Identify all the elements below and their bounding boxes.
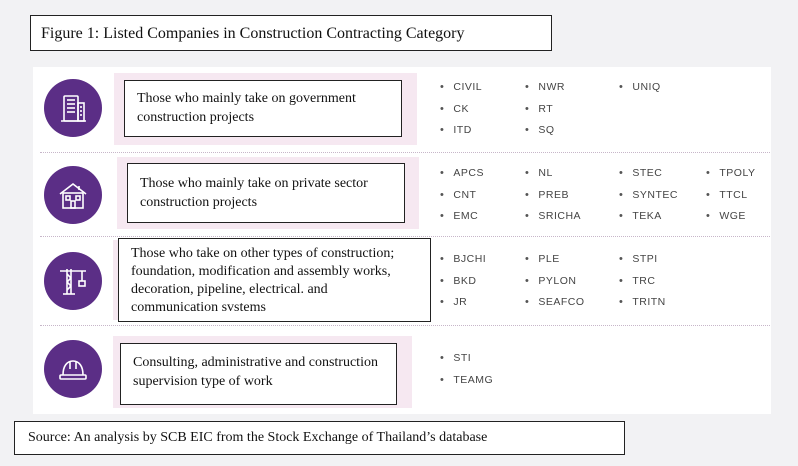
company-item: • BJCHI [440,253,486,265]
company-item: • TPOLY [706,167,756,179]
row-divider [40,152,770,153]
company-item: • BKD [440,275,476,287]
company-item: • PYLON [525,275,576,287]
row-divider [40,325,770,326]
company-item: • TTCL [706,189,748,201]
category-label: Those who mainly take on private sector construction projects [127,163,405,223]
company-item: • TRC [619,275,655,287]
category-label: Those who mainly take on government construction projects [124,80,402,137]
company-item: • PREB [525,189,569,201]
house-icon [44,166,102,224]
company-item: • RT [525,103,553,115]
company-item: • CNT [440,189,476,201]
office-building-icon [44,79,102,137]
company-item: • SEAFCO [525,296,585,308]
company-item: • UNIQ [619,81,661,93]
figure-title: Figure 1: Listed Companies in Construction Contracting Category [30,15,552,51]
company-item: • SQ [525,124,555,136]
crane-icon [44,252,102,310]
company-item: • SRICHA [525,210,581,222]
company-item: • NL [525,167,553,179]
company-item: • TRITN [619,296,666,308]
company-item: • TEAMG [440,374,493,386]
row-divider [40,236,770,237]
company-item: • TEKA [619,210,662,222]
hard-hat-icon [44,340,102,398]
company-item: • EMC [440,210,478,222]
company-item: • NWR [525,81,565,93]
company-item: • WGE [706,210,746,222]
category-label: Consulting, administrative and construction supervision type of work [120,343,397,405]
category-label: Those who take on other types of construction; foundation, modification and assembly works, decoration, pipeline, electrical. and communication svstems [118,238,431,322]
company-item: • PLE [525,253,560,265]
company-item: • ITD [440,124,472,136]
source-note: Source: An analysis by SCB EIC from the Stock Exchange of Thailand’s database [14,421,625,455]
company-item: • JR [440,296,467,308]
company-item: • STEC [619,167,662,179]
company-item: • STPI [619,253,658,265]
company-item: • APCS [440,167,484,179]
company-item: • STI [440,352,471,364]
company-item: • CIVIL [440,81,482,93]
company-item: • SYNTEC [619,189,678,201]
company-item: • CK [440,103,469,115]
